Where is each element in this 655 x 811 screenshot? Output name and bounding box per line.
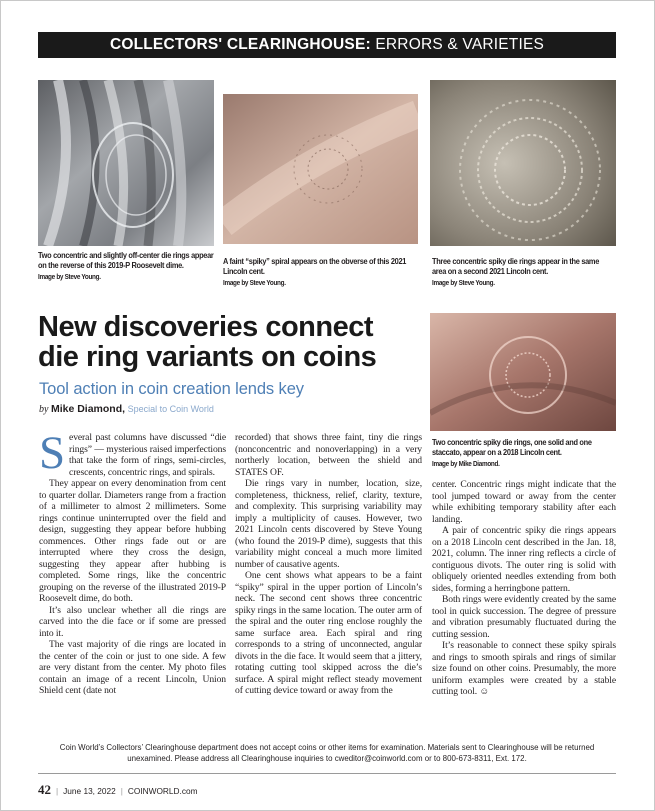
paragraph: They appear on every denomination from cent to quarter dollar. Diameters range from a fraction of a millimeter to almost 2 millimeters. Some rings continue uninterrupted over the field and design, suggesting they appear before hubbing commences. Other rings fade out or are interrupted where they cross the design, suggesting they appear after hubbing is completed. Some rings, like the concentric grouping on the reverse of the illustrated 2019-P Roosevelt dime, do both. <box>39 478 226 604</box>
photo-dime-die-rings <box>38 80 214 246</box>
paragraph: Both rings were evidently created by the same tool in quick succession. The degree of pressure and vibration presumably fluctuated during the cutting session. <box>432 594 616 640</box>
paragraph: recorded) that shows three faint, tiny die rings (nonconcentric and nonoverlapping) in a very northerly location, between the shield and STATES OF. <box>235 432 422 478</box>
article-headline <box>38 312 438 372</box>
caption-text: Three concentric spiky die rings appear in the same area on a second 2021 Lincoln cent. <box>432 256 600 276</box>
article-column-1 <box>39 427 226 697</box>
caption-dime <box>38 250 214 282</box>
footer-separator: | <box>56 786 59 796</box>
caption-text: A faint “spiky” spiral appears on the obverse of this 2021 Lincoln cent. <box>223 256 407 276</box>
paragraph <box>39 427 226 479</box>
section-banner <box>38 32 616 58</box>
paragraph: A pair of concentric spiky die rings appears on a 2018 Lincoln cent described in the Jan. 18, 2021, column. The inner ring reflects a circle of contiguous divots. The outer ring is solid with obliquely oriented needles extending from both sides, forming a herringbone pattern. <box>432 525 616 594</box>
paragraph: It’s reasonable to connect these spiky spirals and rings to smooth spirals and rings of similar size found on other coins. Presumably, the more uniform examples were created by a stable cutting tool. ☺ <box>432 640 616 697</box>
disclaimer-line-1: Coin World’s Collectors’ Clearinghouse department does not accept coins or other items for examination. Materials sent to Clearinghouse will be returned <box>59 743 595 752</box>
caption-spiral <box>223 256 419 288</box>
issue-date: June 13, 2022 <box>63 786 116 796</box>
clearinghouse-disclaimer <box>38 742 616 764</box>
caption-text: Two concentric spiky die rings, one solid and one staccato, appear on a 2018 Lincoln cent. <box>432 437 592 457</box>
footer-rule <box>38 773 616 774</box>
byline-role: Special to Coin World <box>127 404 214 414</box>
paragraph: center. Concentric rings might indicate that the tool jumped toward or away from the center while exhibiting temporary stability after each landing. <box>432 479 616 525</box>
headline-line-1: New discoveries connect <box>38 311 374 343</box>
article-column-3 <box>432 479 616 698</box>
page-number: 42 <box>38 782 51 797</box>
paragraph: It’s also unclear whether all die rings are carved into the die face or if some are pressed into it. <box>39 604 226 639</box>
banner-section: COLLECTORS' CLEARINGHOUSE: <box>109 36 371 53</box>
article-deck: Tool action in coin creation lends key <box>39 380 304 398</box>
photo-spiral-cent <box>223 94 418 244</box>
footer-separator: | <box>120 786 123 796</box>
drop-cap: S <box>39 427 66 479</box>
paragraph: The vast majority of die rings are located in the center of the coin or just to one side. A few are very distant from the center. My photo files contain an image of a recent Lincoln, Union Shield cent (date not <box>39 639 226 696</box>
byline <box>39 403 214 415</box>
headline-line-2: die ring variants on coins <box>38 341 377 373</box>
disclaimer-line-2: unexamined. Please address all Clearinghouse inquiries to cweditor@coinworld.com or to 800-673-8311, Ext. 172. <box>127 754 527 763</box>
photo-credit: Image by Steve Young. <box>432 278 495 287</box>
photo-two-rings-cent <box>430 313 616 431</box>
photo-credit: Image by Steve Young. <box>223 278 286 287</box>
website: COINWORLD.com <box>127 786 198 796</box>
banner-subsection: ERRORS & VARIETIES <box>370 36 545 53</box>
caption-two-rings <box>432 437 616 469</box>
photo-credit: Image by Steve Young. <box>38 272 101 281</box>
caption-three-rings <box>432 256 614 288</box>
page-footer <box>38 784 198 797</box>
photo-three-rings-cent <box>430 80 616 246</box>
photo-credit: Image by Mike Diamond. <box>432 459 500 468</box>
paragraph: Die rings vary in number, location, size, completeness, thickness, relief, clarity, texture, and complexity. This surprising variability may imply a multiplicity of causes. However, two 2021 Lincoln cents discovered by Steve Young (who found the 2019-P dime), suggests that this variability might conceal a much more limited number of causative agents. <box>235 478 422 570</box>
paragraph-text: everal past columns have discussed “die rings” — mysterious raised imperfections that take the form of rings, semi-circles, crescents, concentric rings, and spirals. <box>69 432 226 478</box>
byline-author: Mike Diamond, <box>50 403 126 415</box>
byline-by: by <box>39 404 49 415</box>
article-column-2 <box>235 432 422 697</box>
paragraph: One cent shows what appears to be a faint “spiky” spiral in the upper portion of Lincoln’s neck. The second cent shows three concentric spiky rings in the same location. The outer arm of the spiral and the outer ring enclose roughly the same surface area. Each spiral and ring corresponds to a string of unconnected, angular divots in the die face. It would seem that a jittery, rotating cutting tool skipped across the die’s surface. A spiral might reflect steady movement of cutting device toward or away from the <box>235 570 422 696</box>
caption-text: Two concentric and slightly off-center die rings appear on the reverse of this 2019-P Roosevelt dime. <box>38 250 214 270</box>
